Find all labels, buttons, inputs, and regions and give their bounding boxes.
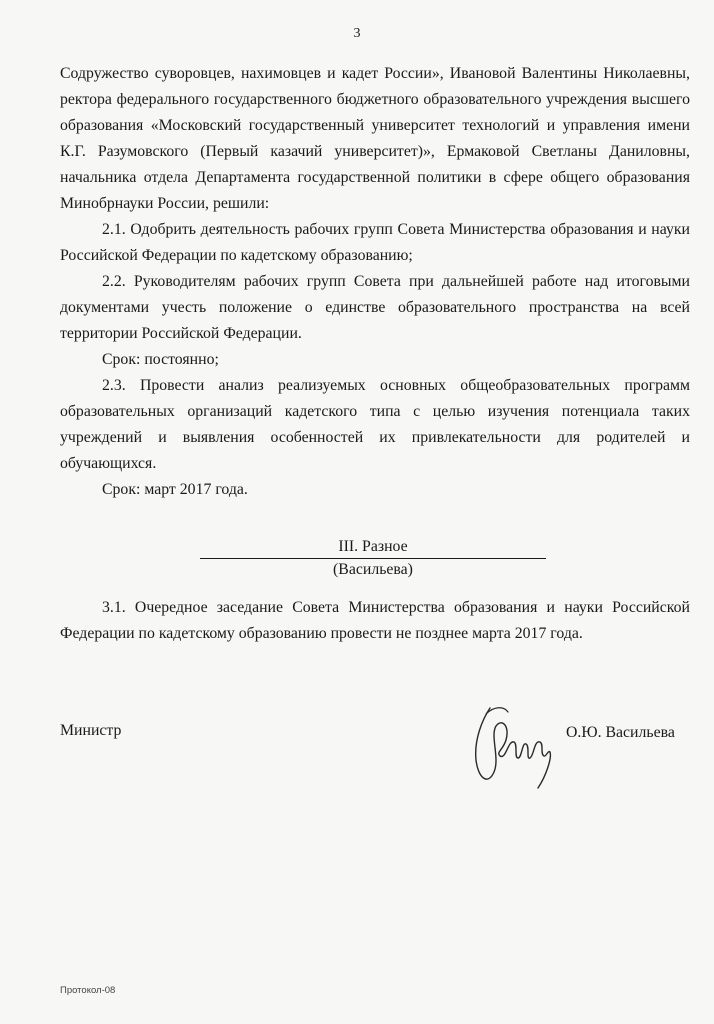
decision-text-block <box>60 61 690 503</box>
deadline-march-2017: Срок: март 2017 года. <box>102 481 248 498</box>
section-3-responsible: (Васильева) <box>333 561 413 578</box>
item-2-1-paragraph: 2.1. Одобрить деятельность рабочих групп Совета Министерства образования и науки Российской Федерации по кадетскому образованию; <box>60 221 690 264</box>
section-3-heading <box>200 536 546 581</box>
minister-label: Министр <box>60 722 122 739</box>
signatory-name: О.Ю. Васильева <box>566 724 675 741</box>
item-3-1-paragraph: 3.1. Очередное заседание Совета Министерства образования и науки Российской Федерации по кадетскому образованию провести не позднее марта 2017 года. <box>60 599 690 642</box>
deadline-permanent: Срок: постоянно; <box>102 351 219 368</box>
handwritten-signature <box>460 700 560 790</box>
page-number: 3 <box>353 26 361 41</box>
item-2-2-paragraph: 2.2. Руководителям рабочих групп Совета при дальнейшей работе над итоговыми документами учесть положение о единстве образовательного пространства на всей территории Российской Федерации. <box>60 273 690 342</box>
section-3-text-block <box>60 595 690 647</box>
item-2-3-paragraph: 2.3. Провести анализ реализуемых основных общеобразовательных программ образовательных организаций кадетского типа с целью изучения потенциала таких учреждений и выявления особенностей их привлекательности для родителей и обучающихся. <box>60 377 690 472</box>
intro-paragraph: Содружество суворовцев, нахимовцев и кадет России», Ивановой Валентины Николаевны, ректора федерального государственного бюджетного образовательного учреждения высшего образования «Московский государственный университет технологий и управления имени К.Г. Разумовского (Первый казачий университет)», Ермаковой Светланы Даниловны, начальника отдела Департамента государственной политики в сфере общего образования Минобрнауки России, решили: <box>60 65 690 212</box>
section-3-title: III. Разное <box>200 536 546 559</box>
footer-doc-code: Протокол-08 <box>60 985 116 996</box>
